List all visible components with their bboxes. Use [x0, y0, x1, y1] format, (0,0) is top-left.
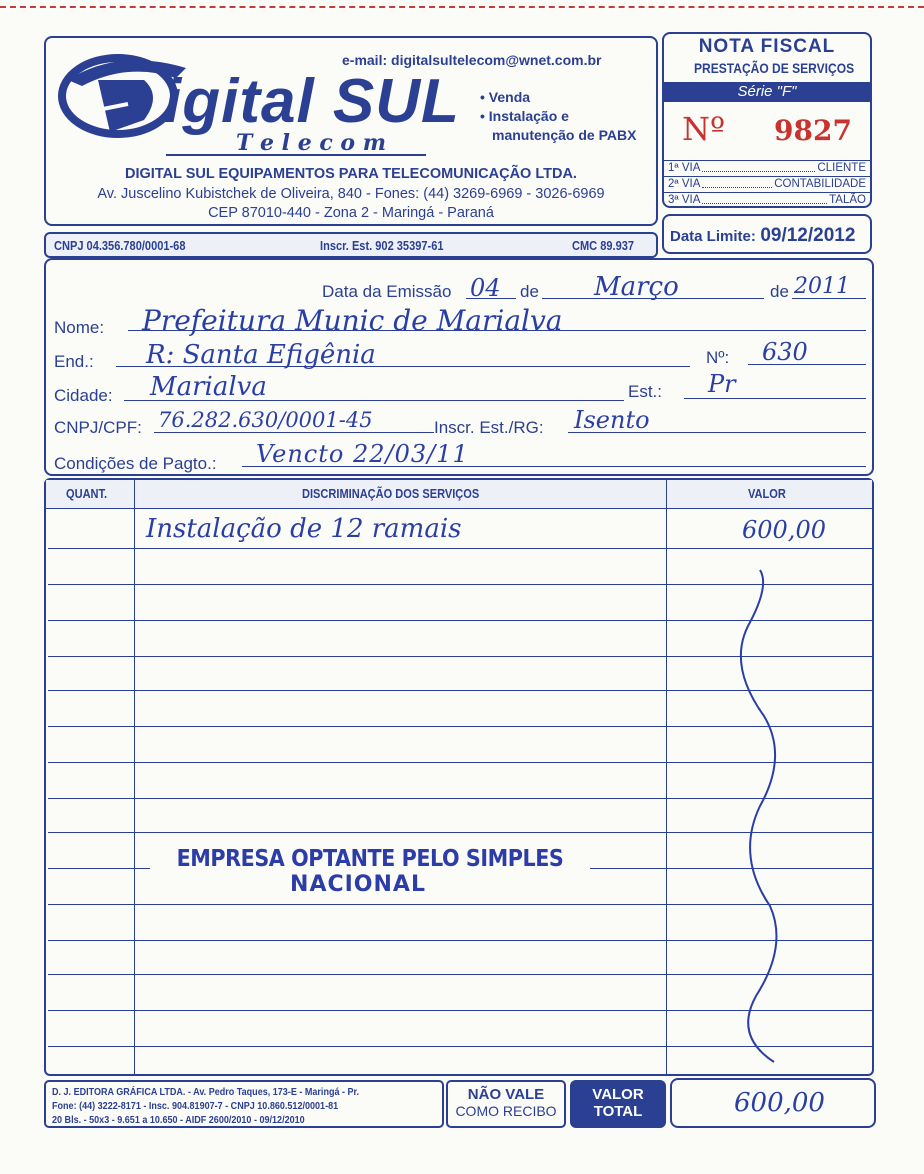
brand-name: igital SUL [164, 67, 460, 136]
valor-total-line-2: TOTAL [593, 1103, 643, 1120]
cmc-number: CMC 89.937 [572, 238, 635, 253]
company-header [44, 36, 658, 226]
via-row [664, 160, 870, 176]
valor-total-value: 600,00 [734, 1088, 825, 1118]
emission-day: 04 [470, 274, 501, 302]
via-label: 2ª VIA [668, 178, 701, 190]
simples-nacional-stamp [150, 842, 590, 901]
via-label: 1ª VIA [668, 162, 701, 174]
nf-number-label: Nº [682, 110, 726, 148]
void-squiggle-mark [730, 566, 790, 1066]
cidade-value: Marialva [150, 372, 267, 402]
table-col-divider [666, 480, 667, 1074]
brand-underline [166, 154, 426, 156]
nf-vias [664, 160, 870, 208]
valor-total-line-1: VALOR [592, 1086, 644, 1103]
condicoes-label: Condições de Pagto.: [54, 454, 217, 473]
via-destination: TALÃO [829, 194, 866, 206]
printer-line: D. J. EDITORA GRÁFICA LTDA. - Av. Pedro Taques, 173-E - Maringá - Pr. [52, 1086, 360, 1098]
cidade-label: Cidade: [54, 386, 113, 405]
table-col-divider [134, 480, 135, 1074]
service-item: • Instalação e [480, 108, 569, 124]
company-name: DIGITAL SUL EQUIPAMENTOS PARA TELECOMUNICAÇÃO LTDA. [125, 166, 577, 182]
inscricao-rg-value: Isento [574, 406, 650, 434]
nao-vale-line-1: NÃO VALE [467, 1086, 545, 1103]
printer-line: 20 Bls. - 50x3 - 9.651 a 10.650 - AIDF 2600/2010 - 09/12/2010 [52, 1114, 305, 1126]
nf-number: 9827 [774, 114, 852, 147]
company-address: Av. Juscelino Kubistchek de Oliveira, 840 - Fones: (44) 3269-6969 - 3026-6969 [97, 186, 605, 202]
emission-month: Março [594, 272, 679, 302]
services-list [480, 88, 636, 145]
inscricao-rg-label: Inscr. Est./RG: [434, 418, 544, 437]
printer-info [44, 1080, 444, 1128]
nf-subtitle: PRESTAÇÃO DE SERVIÇOS [694, 60, 855, 76]
stamp-line-1: EMPRESA OPTANTE PELO SIMPLES [176, 846, 564, 872]
nao-vale-line-2: COMO RECIBO [455, 1103, 557, 1119]
email: e-mail: digitalsultelecom@wnet.com.br [342, 52, 602, 68]
via-row [664, 192, 870, 208]
brand-subtitle: T e l e c o m [236, 130, 387, 156]
nota-fiscal-box [662, 32, 872, 208]
numero-label: Nº: [706, 348, 730, 367]
nf-serie-bar [664, 82, 870, 102]
stamp-line-2: NACIONAL [290, 872, 426, 897]
row-description: Instalação de 12 ramais [146, 514, 462, 544]
cnpj-emitente: CNPJ 04.356.780/0001-68 [54, 238, 186, 253]
printer-line: Fone: (44) 3222-8171 - Insc. 904.81907-7 - CNPJ 10.860.512/0001-81 [52, 1100, 339, 1112]
via-destination: CLIENTE [817, 162, 866, 174]
valor-total-box [670, 1078, 876, 1128]
via-label: 3ª VIA [668, 194, 701, 206]
customer-form [44, 258, 874, 476]
emission-de-1: de [520, 282, 539, 301]
estado-label: Est.: [628, 382, 663, 401]
valor-total-label-box [570, 1080, 666, 1128]
emission-label: Data da Emissão [322, 282, 452, 301]
emission-year: 2011 [794, 274, 850, 299]
nome-label: Nome: [54, 318, 105, 337]
via-row [664, 176, 870, 192]
estado-value: Pr [708, 370, 736, 398]
nf-title: NOTA FISCAL [698, 36, 836, 57]
condicoes-value: Vencto 22/03/11 [256, 440, 469, 468]
nf-serie: Série "F" [737, 83, 797, 100]
endereco-label: End.: [54, 352, 94, 371]
inscricao-estadual: Inscr. Est. 902 35397-61 [320, 238, 444, 253]
col-header-quant: QUANT. [66, 486, 108, 501]
data-limite-label: Data Limite: [670, 228, 756, 245]
service-item: • Venda [480, 89, 531, 105]
col-header-valor: VALOR [748, 486, 786, 501]
emission-de-2: de [770, 282, 789, 301]
company-cep: CEP 87010-440 - Zona 2 - Maringá - Paraná [208, 205, 494, 221]
row-valor: 600,00 [742, 516, 826, 544]
perforation-line [0, 6, 924, 8]
col-header-discriminacao: DISCRIMINAÇÃO DOS SERVIÇOS [302, 486, 480, 501]
data-limite-value: 09/12/2012 [760, 225, 856, 246]
nao-vale-recibo-box [446, 1080, 566, 1128]
cnpj-cpf-value: 76.282.630/0001-45 [158, 408, 373, 432]
nome-value: Prefeitura Munic de Marialva [142, 304, 563, 337]
data-limite-box [662, 214, 872, 254]
via-destination: CONTABILIDADE [774, 178, 866, 190]
numero-value: 630 [762, 338, 808, 366]
service-item: manutenção de PABX [492, 127, 637, 143]
endereco-value: R: Santa Efigênia [146, 340, 376, 370]
cnpj-cpf-label: CNPJ/CPF: [54, 418, 142, 437]
ids-bar [44, 232, 658, 258]
